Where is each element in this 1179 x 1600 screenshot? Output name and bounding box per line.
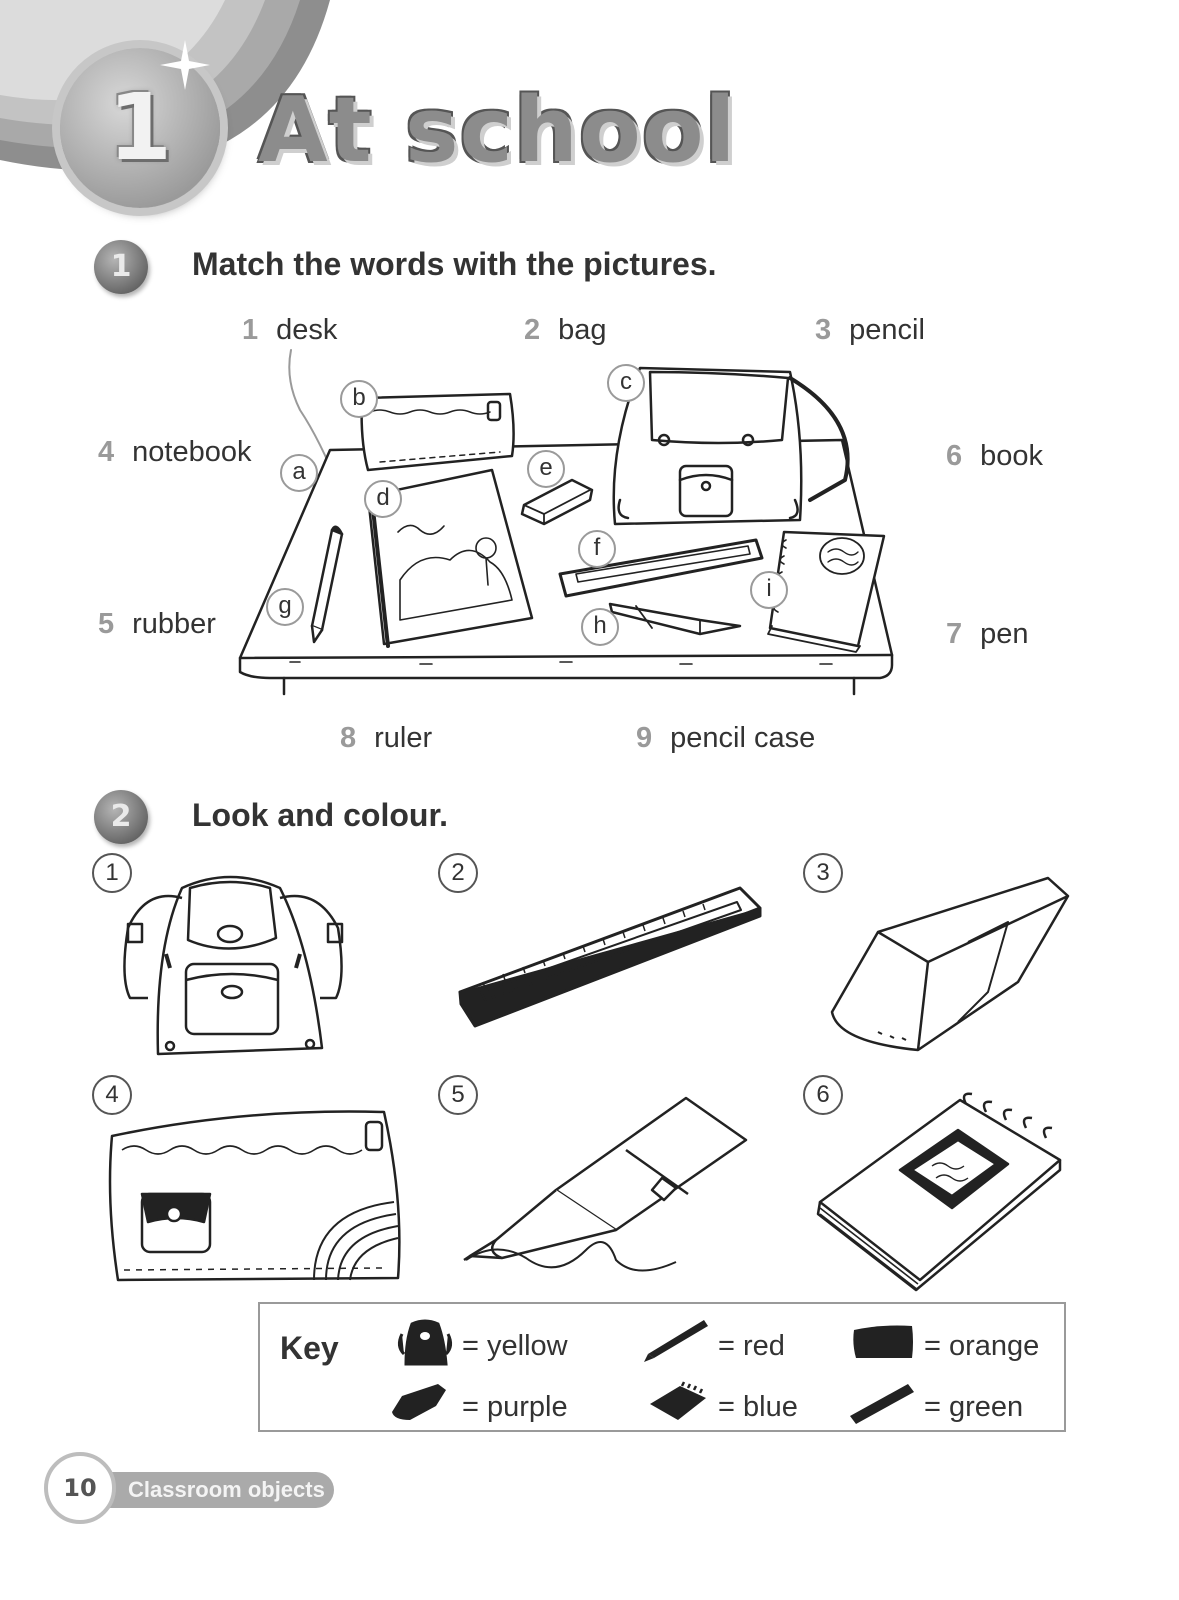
- key-text-yellow: = yellow: [462, 1330, 568, 1362]
- word-pen: 7 pen: [946, 618, 1029, 650]
- word-rubber: 5 rubber: [98, 608, 216, 640]
- page-number: 10: [44, 1452, 116, 1524]
- item-number-6: 6: [803, 1075, 843, 1115]
- ruler-icon: [455, 880, 775, 1030]
- key-text-purple: = purple: [462, 1391, 568, 1423]
- item-number-3: 3: [803, 853, 843, 893]
- rubber-silhouette-icon: [390, 1382, 448, 1422]
- item-number-2: 2: [438, 853, 478, 893]
- key-text-blue: = blue: [718, 1391, 798, 1423]
- item-number-1: 1: [92, 853, 132, 893]
- word-pencil-case: 9 pencil case: [636, 722, 816, 754]
- notebook-silhouette-icon: [648, 1382, 710, 1422]
- key-text-red: = red: [718, 1330, 785, 1362]
- desk-scene-illustration: [0, 0, 1179, 760]
- unit-number: 1: [107, 74, 172, 181]
- notebook-icon: [810, 1090, 1072, 1290]
- exercise-1-instruction: Match the words with the pictures.: [192, 246, 717, 282]
- pencil-case-icon: [104, 1102, 408, 1286]
- picture-label-g: g: [266, 588, 304, 626]
- exercise-2-instruction: Look and colour.: [192, 797, 449, 833]
- picture-label-b: b: [340, 380, 378, 418]
- rubber-icon: [818, 872, 1078, 1062]
- key-text-green: = green: [924, 1391, 1024, 1423]
- footer-section-title: Classroom objects: [128, 1477, 325, 1502]
- exercise-2-number: 2: [94, 790, 148, 844]
- key-text-orange: = orange: [924, 1330, 1040, 1362]
- word-bag: 2 bag: [524, 314, 607, 346]
- pencil-case-silhouette-icon: [852, 1324, 914, 1360]
- ruler-silhouette-icon: [848, 1382, 916, 1426]
- item-number-5: 5: [438, 1075, 478, 1115]
- backpack-silhouette-icon: [398, 1320, 452, 1366]
- exercise-1-number: 1: [94, 240, 148, 294]
- picture-label-e: e: [527, 450, 565, 488]
- key-title: Key: [280, 1330, 339, 1366]
- pen-silhouette-icon: [644, 1318, 710, 1362]
- word-desk: 1 desk: [242, 314, 338, 346]
- picture-label-f: f: [578, 530, 616, 568]
- pen-icon: [456, 1090, 756, 1290]
- picture-label-d: d: [364, 480, 402, 518]
- item-number-4: 4: [92, 1075, 132, 1115]
- word-pencil: 3 pencil: [815, 314, 925, 346]
- picture-label-h: h: [581, 608, 619, 646]
- unit-title: At school: [258, 78, 737, 183]
- backpack-icon: [110, 868, 360, 1068]
- picture-label-a: a: [280, 454, 318, 492]
- word-ruler: 8 ruler: [340, 722, 433, 754]
- word-notebook: 4 notebook: [98, 436, 252, 468]
- word-book: 6 book: [946, 440, 1044, 472]
- picture-label-i: i: [750, 571, 788, 609]
- picture-label-c: c: [607, 364, 645, 402]
